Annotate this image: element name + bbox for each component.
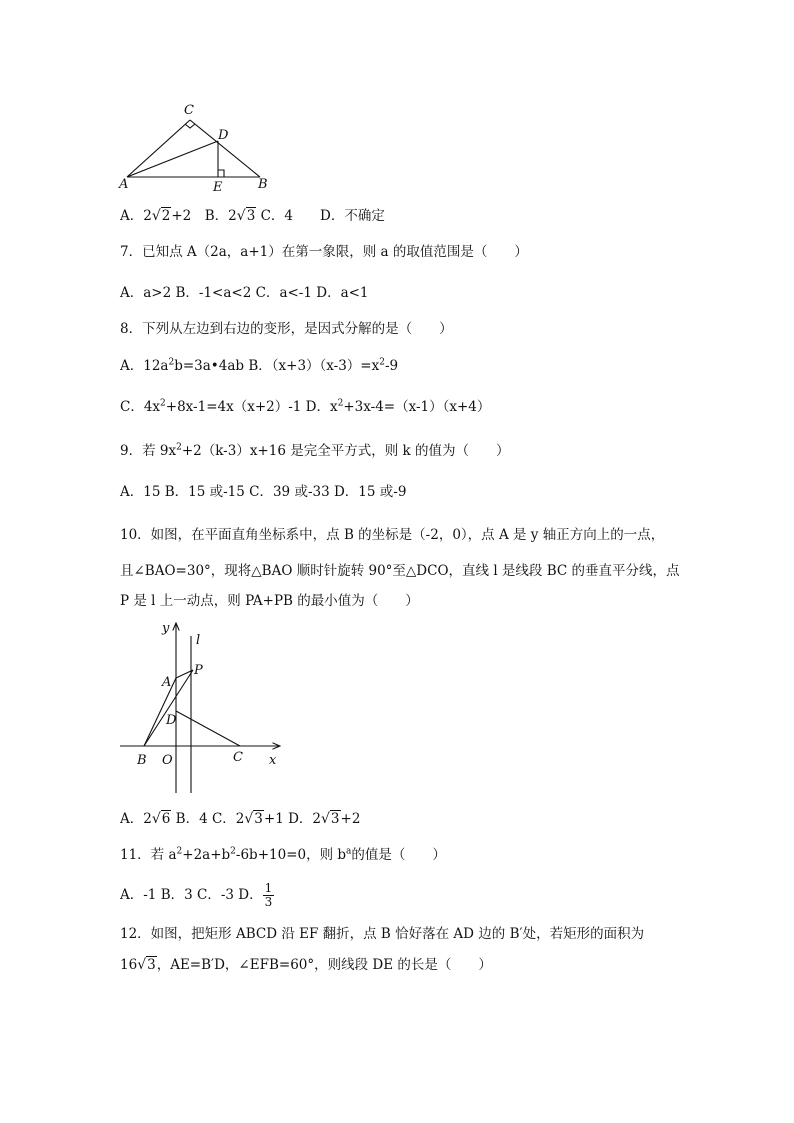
q9-stem-sup: 2 — [176, 442, 182, 453]
q11-options-text: A．-1 B．3 C．-3 D． — [120, 887, 263, 903]
q11-stem-4: 的值是（ ） — [351, 847, 446, 863]
q11-stem-sup1: 2 — [176, 846, 183, 857]
q11-stem — [120, 845, 446, 865]
q8-c-sup2: 2 — [337, 398, 344, 409]
q10-line2: 且∠BAO=30°，现将△BAO 顺时针旋转 90°至△DCO，直线 l 是线段 BC 的垂直平分线，点 — [120, 563, 680, 579]
q8-stem: 8．下列从左边到右边的变形，是因式分解的是（ ） — [120, 321, 453, 337]
q10-d-radicand: 3 — [330, 811, 340, 827]
q10-a-radicand: 6 — [161, 811, 171, 827]
label-B: B — [258, 177, 268, 192]
q11-frac-num: 1 — [264, 881, 273, 895]
q11-stem-sup3: a — [346, 846, 352, 857]
q8-c-2: +8x-1=4x（x+2）-1 D．x — [165, 399, 338, 415]
right-angle-mark-C — [185, 124, 195, 128]
q9-options: A．15 B．15 或-15 C．39 或-33 D．15 或-9 — [120, 484, 407, 500]
q12-line2-suffix: ，AE=B′D，∠EFB=60°，则线段 DE 的长是（ ） — [156, 957, 492, 973]
q11-stem-1: 11．若 a — [120, 847, 177, 863]
segment-AC — [127, 120, 190, 177]
q8-a-2: b=3a•4ab B．（x+3）（x-3）=x — [174, 358, 380, 374]
segment-AD — [127, 141, 218, 177]
q11-option-d-fraction — [263, 882, 275, 909]
coordinate-figure — [115, 618, 290, 798]
label-C: C — [233, 750, 243, 765]
right-angle-mark-E — [218, 170, 224, 177]
label-A: A — [162, 675, 172, 690]
q6-option-b-suffix: C．4 D．不确定 — [256, 208, 385, 224]
label-B: B — [137, 753, 147, 768]
q6-option-a-suffix: +2 — [171, 208, 192, 224]
q8-a-1: A．12a — [120, 358, 169, 374]
q6-option-a-radicand: 2 — [161, 208, 171, 224]
q9-stem-2: +2（k-3）x+16 是完全平方式，则 k 的值为（ ） — [181, 443, 510, 459]
q7-options: A．a>2 B．-1<a<2 C．a<-1 D．a<1 — [120, 285, 369, 301]
triangle-figure — [115, 100, 285, 195]
q8-options-ab — [120, 356, 398, 376]
q11-stem-2: +2a+b — [182, 847, 231, 863]
q7-stem: 7．已知点 A（2a，a+1）在第一象限，则 a 的取值范围是（ ） — [120, 244, 528, 260]
q6-options: A．2√2+2 B．2√3 C．4 D．不确定 — [120, 208, 385, 224]
q11-options — [120, 880, 274, 910]
q9-stem — [120, 441, 509, 461]
q11-stem-sup2: 2 — [230, 846, 236, 857]
q8-options-cd — [120, 397, 490, 417]
q8-a-sup2: 2 — [379, 357, 385, 368]
q8-c-sup1: 2 — [160, 398, 166, 409]
label-l: l — [196, 633, 201, 648]
label-A: A — [119, 177, 129, 192]
q10-a-suffix: B．4 C．2 — [171, 811, 245, 827]
q10-d-suffix: +2 — [340, 811, 361, 827]
label-D: D — [166, 713, 177, 728]
q6-option-b-radicand: 3 — [246, 208, 256, 224]
q6-option-b-prefix: B．2 — [191, 208, 237, 224]
label-C: C — [184, 103, 194, 118]
label-D: D — [218, 128, 229, 143]
q6-option-a-prefix: A．2 — [120, 208, 152, 224]
q10-line1: 10．如图，在平面直角坐标系中，点 B 的坐标是（-2，0），点 A 是 y 轴正方向上的一点， — [120, 527, 665, 543]
q10-options: A．2√6 B．4 C．2√3+1 D．2√3+2 — [120, 811, 361, 827]
label-O: O — [162, 753, 173, 768]
label-E: E — [213, 180, 223, 195]
q12-line2: 16√3，AE=B′D，∠EFB=60°，则线段 DE 的长是（ ） — [120, 957, 492, 973]
segment-DC — [176, 711, 240, 746]
q12-line2-prefix: 16 — [120, 957, 138, 973]
q8-c-1: C．4x — [120, 399, 161, 415]
q10-c-suffix: +1 D．2 — [263, 811, 321, 827]
q10-c-radicand: 3 — [254, 811, 263, 827]
q10-line3: P 是 l 上一动点，则 PA+PB 的最小值为（ ） — [120, 593, 419, 609]
label-P: P — [194, 663, 203, 678]
q11-stem-3: -6b+10=0，则 b — [235, 847, 347, 863]
q10-a-prefix: A．2 — [120, 811, 152, 827]
q8-a-3: -9 — [384, 358, 399, 374]
q9-stem-1: 9．若 9x — [120, 443, 177, 459]
q8-c-3: +3x-4=（x-1）（x+4） — [343, 399, 491, 415]
label-x: x — [269, 753, 277, 768]
q11-frac-den: 3 — [264, 895, 273, 909]
q8-a-sup1: 2 — [168, 357, 175, 368]
label-y: y — [162, 621, 170, 636]
q12-line2-radicand: 3 — [147, 957, 156, 973]
q12-line1: 12．如图，把矩形 ABCD 沿 EF 翻折，点 B 恰好落在 AD 边的 B′处，若矩形的面积为 — [120, 926, 645, 942]
